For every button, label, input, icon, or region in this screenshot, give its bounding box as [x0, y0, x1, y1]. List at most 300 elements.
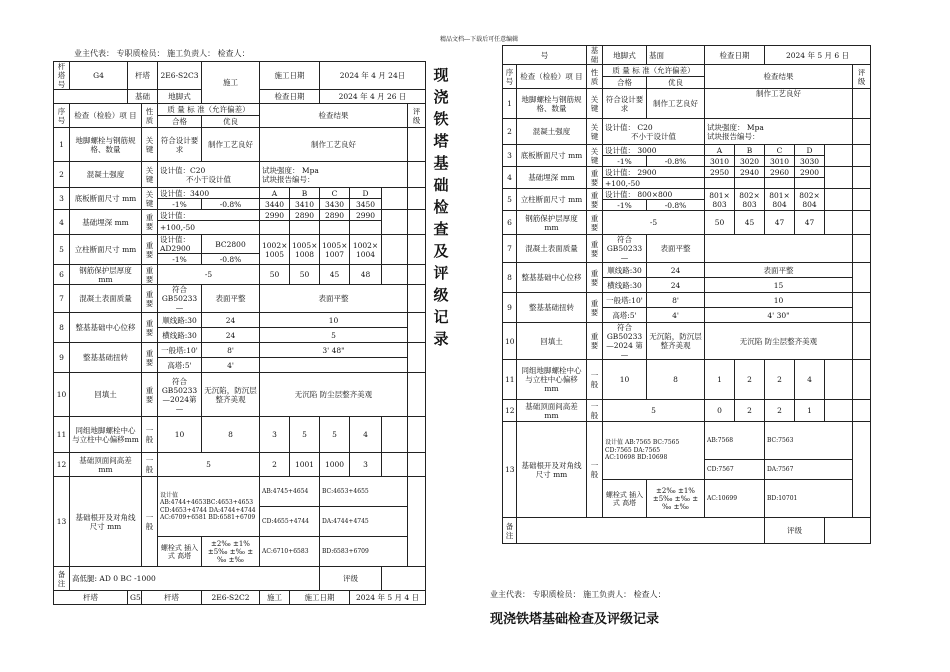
row-result: 制作工艺良好: [705, 89, 853, 119]
row-nature: 一般: [587, 422, 603, 518]
inspection-date: 2024 年 5 月 6 日: [765, 46, 871, 65]
val-c: 801× 804: [765, 189, 795, 211]
row-item: 基础埋深 mm: [517, 167, 587, 189]
row-item: 基础顶面间高差 mm: [517, 400, 587, 422]
row-excellent: -0.8%: [202, 254, 260, 265]
result-bd: BD:10701: [765, 480, 853, 518]
row-seq: 6: [54, 265, 70, 285]
row-seq: 4: [54, 210, 70, 235]
row-item: 地脚螺栓与钢筋规格、数量: [70, 128, 142, 162]
row-item: 混凝土强度: [517, 119, 587, 145]
val-c: 45: [320, 265, 350, 285]
row-item: 基础顶面间高差 mm: [70, 453, 142, 477]
row-qualified: 顺线路:30: [158, 313, 202, 328]
row-excellent: -0.8%: [647, 200, 705, 211]
design-value: 设计值： 800×800: [603, 189, 705, 200]
val-c: 3430: [320, 199, 350, 210]
col-item: 检查（检验）项 目: [70, 104, 142, 128]
val-d: 3030: [795, 156, 825, 167]
row-result: 表面平整: [260, 285, 408, 313]
inspection-date-label: 检查日期: [260, 90, 320, 104]
val-b: 2940: [735, 167, 765, 178]
row-seq: 10: [503, 323, 517, 360]
table-row: [503, 119, 871, 145]
val-a: 801× 803: [705, 189, 735, 211]
row-item: 回填土: [517, 323, 587, 360]
tower-type-label: 杆塔: [128, 62, 158, 90]
row-qualified: 10: [603, 360, 647, 400]
design-bc: BC:7565: [652, 439, 680, 447]
row-qualified: -1%: [603, 200, 647, 211]
row-seq: 5: [54, 235, 70, 265]
result-cd: CD:4655+4744: [260, 507, 320, 537]
val-b: 2: [735, 400, 765, 422]
row-nature: 重要: [142, 265, 158, 285]
result-bc: BC:7563: [765, 422, 853, 460]
right-inspection-table: [502, 45, 871, 544]
col-nature: 性质: [587, 65, 603, 89]
row-qualified: 顺线路:30: [603, 263, 647, 278]
col-excellent: 优良: [202, 116, 260, 128]
construction-label: 施工: [202, 62, 260, 104]
design-cd: CD:7565: [605, 446, 632, 454]
tower-label: 号: [503, 46, 587, 65]
design-label: 设计值: [160, 491, 179, 499]
tower-label: 杆塔号: [54, 62, 70, 90]
row-nature: 重要: [587, 263, 603, 293]
row-nature: 重要: [587, 235, 603, 263]
val-b: 1001: [290, 453, 320, 477]
row-nature: 一般: [587, 360, 603, 400]
row-nature: 关键: [142, 162, 158, 188]
row-qualified: 符合GB50233—2024 第—: [603, 323, 647, 360]
val-a: 50: [705, 211, 735, 235]
col-result: 检查结果: [260, 104, 408, 128]
val-c: 2: [765, 400, 795, 422]
row-seq: 7: [54, 285, 70, 313]
result-da: DA:7567: [765, 460, 853, 480]
head-c: C: [765, 145, 795, 156]
col-standard: 质 量 标 准（允许偏差）: [603, 65, 705, 77]
table-row: [54, 453, 426, 477]
table-row: [503, 360, 871, 400]
row-result: 15: [705, 278, 853, 293]
sample-strength: 试块强度： Mpa: [707, 122, 764, 132]
vertical-title: 现浇铁塔基础检查及评级记录: [433, 66, 449, 348]
sample-report: 试块报告编号：: [707, 131, 760, 141]
row-qualified: 一般塔:10': [158, 343, 202, 358]
design-cd-da: CD:4653+4744 DA:4744+4744: [160, 506, 256, 514]
row-nature: 关键: [142, 188, 158, 210]
row-qualified: 高塔:5': [158, 358, 202, 373]
row-item: 底板断面尺寸 mm: [517, 145, 587, 167]
row-standard: [158, 162, 260, 188]
row-seq: 1: [54, 128, 70, 162]
design-bd: BD:10698: [636, 454, 668, 462]
val-c: 47: [765, 211, 795, 235]
table-row: [503, 167, 871, 178]
table-row: [54, 162, 426, 188]
row-qualified: 符合GB50233—: [603, 235, 647, 263]
table-row: [503, 293, 871, 308]
row-item: 钢筋保护层厚度 mm: [517, 211, 587, 235]
row-item: 同组地脚螺栓中心与立柱中心偏移mm: [517, 360, 587, 400]
table-row: [503, 235, 871, 263]
next-tower-type-label: 杆塔: [142, 591, 202, 605]
design-value: 设计值：3400: [158, 188, 260, 199]
head-a: A: [705, 145, 735, 156]
head-b: B: [735, 145, 765, 156]
col-qualified: 合格: [603, 77, 647, 89]
row-seq: 2: [503, 119, 517, 145]
val-d: 3450: [350, 199, 382, 210]
design-label: 设计值: [605, 439, 624, 447]
left-signers: 业主代表： 专职质检员： 施工负责人： 检查人：: [74, 49, 250, 58]
remark-text: 高低腿: AD 0 BC -1000: [70, 567, 320, 591]
design-value-bc: BC2800: [202, 235, 260, 254]
row-nature: 关键: [587, 145, 603, 167]
tolerance-values: [647, 480, 705, 518]
row-excellent: 制作工艺良好: [202, 128, 260, 162]
right-signers: 业主代表： 专职质检员： 施工负责人： 检查人：: [490, 590, 666, 599]
foundation-label: 基础: [128, 90, 158, 104]
val-d: 47: [795, 211, 825, 235]
val-a: 2: [260, 453, 290, 477]
design-value: 设计值： C20: [605, 122, 653, 132]
row-result: 3' 48": [260, 343, 408, 358]
design-value: 设计值： 2900: [603, 167, 705, 178]
row-nature: 关键: [587, 89, 603, 119]
row-standard: -5: [603, 211, 705, 235]
row-result: 表面平整: [705, 263, 853, 278]
table-row: [503, 422, 871, 460]
table-row: [503, 145, 871, 156]
grade-label: 评级: [765, 518, 825, 544]
construction-date-label: 施工日期: [260, 62, 320, 90]
table-row: [54, 313, 426, 328]
tolerance: +100,-50: [603, 178, 705, 189]
col-grade: 评级: [853, 65, 871, 89]
row-result: 无沉陷 防尘层整齐美观: [705, 323, 853, 360]
row-qualified: 横线路:30: [603, 278, 647, 293]
design-values: [603, 422, 705, 480]
foundation-type: 地脚式: [603, 46, 647, 65]
col-qualified: 合格: [158, 116, 202, 128]
table-row: [503, 89, 871, 119]
requirement: 不小于设计值: [186, 174, 231, 184]
row-nature: 重要: [587, 293, 603, 323]
val-b: 3020: [735, 156, 765, 167]
construction-date: 2024 年 4 月 24日: [320, 62, 426, 90]
sample-report: 试块报告编号：: [262, 174, 315, 184]
foundation-type: 地脚式: [158, 90, 202, 104]
val-a: 50: [260, 265, 290, 285]
tower-number: G4: [70, 62, 128, 90]
row-excellent: 4': [647, 308, 705, 323]
sample-strength: 试块强度： Mpa: [262, 165, 319, 175]
row-seq: 12: [503, 400, 517, 422]
val-c: 2890: [320, 210, 350, 221]
row-item: 基础埋深 mm: [70, 210, 142, 235]
row-result: 10: [705, 293, 853, 308]
row-item: 底板断面尺寸 mm: [70, 188, 142, 210]
row-item: 基础根开及对角线尺寸 mm: [70, 477, 142, 567]
row-result: [705, 119, 853, 145]
row-seq: 7: [503, 235, 517, 263]
val-d: 802× 804: [795, 189, 825, 211]
design-da: DA:7565: [633, 446, 661, 454]
row-item: 整基基础中心位移: [517, 263, 587, 293]
val-b: 50: [290, 265, 320, 285]
val-a: 2950: [705, 167, 735, 178]
table-row: [503, 400, 871, 422]
row-item: 立柱断面尺寸 mm: [517, 189, 587, 211]
row-nature: 重要: [587, 167, 603, 189]
table-row: [503, 323, 871, 360]
row-seq: 11: [503, 360, 517, 400]
val-b: 45: [735, 211, 765, 235]
table-row: [54, 285, 426, 313]
val-a: 3010: [705, 156, 735, 167]
row-item: 回填土: [70, 373, 142, 417]
row-item: 立柱断面尺寸 mm: [70, 235, 142, 265]
result-ac: AC:10699: [705, 480, 765, 518]
val-d: 48: [350, 265, 382, 285]
next-construction-date: 2024 年 5 月 4 日: [350, 591, 426, 605]
row-nature: 重要: [142, 373, 158, 417]
row-qualified: -1%: [603, 156, 647, 167]
row-excellent: 24: [647, 263, 705, 278]
grade-label: 评级: [320, 567, 382, 591]
val-b: 2890: [290, 210, 320, 221]
val-b: 1005× 1008: [290, 235, 320, 265]
table-row: [503, 211, 871, 235]
tol-excellent: ±‰ ±‰ ±‰: [662, 494, 699, 511]
row-item: 整基基础扭转: [517, 293, 587, 323]
table-row: [54, 235, 426, 254]
head-c: C: [320, 188, 350, 199]
row-nature: 重要: [587, 189, 603, 211]
tolerance: +100,-50: [158, 221, 260, 235]
row-qualified: 符合GB50233—: [158, 285, 202, 313]
header-note: 精品文档---下载后可任意编辑: [440, 36, 519, 43]
row-seq: 5: [503, 189, 517, 211]
design-ab-bc: AB:4744+4653BC:4653+4653: [160, 499, 254, 506]
row-nature: 一般: [142, 453, 158, 477]
result-ab: AB:4745+4654: [260, 477, 320, 507]
row-seq: 13: [54, 477, 70, 567]
val-a: 1002× 1005: [260, 235, 290, 265]
col-grade: 评级: [408, 104, 426, 128]
col-item: 检查（检验）项 目: [517, 65, 587, 89]
val-d: 2990: [350, 210, 382, 221]
row-excellent: 8: [202, 417, 260, 453]
design-ac: AC:10698: [605, 454, 636, 462]
val-d: 1: [795, 400, 825, 422]
tolerance-block: [158, 537, 202, 567]
table-row: [503, 189, 871, 200]
val-d: 4: [795, 360, 825, 400]
head-a: A: [260, 188, 290, 199]
row-excellent: 24: [647, 278, 705, 293]
inspection-date-label: 检查日期: [705, 46, 765, 65]
next-tower-type: 2E6-S2C2: [202, 591, 260, 605]
tol-excellent: ±‰ ±‰ ±‰: [217, 547, 254, 564]
val-d: 3: [350, 453, 382, 477]
row-qualified: 符合GB50233—2024第—: [158, 373, 202, 417]
row-excellent: 制作工艺良好: [647, 89, 705, 119]
val-b: 3410: [290, 199, 320, 210]
col-excellent: 优良: [647, 77, 705, 89]
row-seq: 11: [54, 417, 70, 453]
row-seq: 8: [503, 263, 517, 293]
row-excellent: 无沉陷，防沉层整齐美观: [647, 323, 705, 360]
row-seq: 2: [54, 162, 70, 188]
row-standard: 5: [603, 400, 705, 422]
row-standard: [603, 119, 705, 145]
row-nature: 一般: [142, 417, 158, 453]
row-item: 混凝土表面质量: [70, 285, 142, 313]
row-result: 5: [260, 328, 408, 343]
table-row: [54, 128, 426, 162]
row-result: 无沉陷 防尘层整齐美观: [260, 373, 408, 417]
design-value: 设计值：C20: [160, 165, 206, 175]
val-a: 3440: [260, 199, 290, 210]
row-item: 同组地脚螺栓中心与立柱中心偏移mm: [70, 417, 142, 453]
row-standard: 5: [158, 453, 260, 477]
val-d: 4: [350, 417, 382, 453]
row-seq: 3: [503, 145, 517, 167]
row-item: 钢筋保护层厚度 mm: [70, 265, 142, 285]
row-seq: 12: [54, 453, 70, 477]
table-row: [54, 210, 426, 221]
result-bd: BD:6583+6709: [320, 537, 408, 567]
next-construction-date-label: 施工日期: [290, 591, 350, 605]
val-c: 2960: [765, 167, 795, 178]
row-item: 混凝土表面质量: [517, 235, 587, 263]
row-standard: -5: [158, 265, 260, 285]
row-excellent: -0.8%: [202, 199, 260, 210]
row-nature: 关键: [587, 119, 603, 145]
val-c: 5: [320, 417, 350, 453]
head-d: D: [795, 145, 825, 156]
row-excellent: 8': [647, 293, 705, 308]
remark-label: 备注: [54, 567, 70, 591]
design-value: 设计值：: [158, 210, 260, 221]
col-seq: 序号: [54, 104, 70, 128]
head-b: B: [290, 188, 320, 199]
row-qualified: -1%: [158, 254, 202, 265]
table-row: [54, 265, 426, 285]
row-item: 基础根开及对角线尺寸 mm: [517, 422, 587, 518]
col-standard: 质 量 标 准（允许偏差）: [158, 104, 260, 116]
next-tower-label: 杆塔: [54, 591, 128, 605]
row-nature: 重要: [142, 235, 158, 265]
val-c: 2: [765, 360, 795, 400]
table-row: [54, 417, 426, 453]
row-nature: 关键: [142, 128, 158, 162]
row-excellent: 无沉陷，防沉层整齐美观: [202, 373, 260, 417]
inspection-date: 2024 年 4 月 26 日: [320, 90, 426, 104]
row-seq: 6: [503, 211, 517, 235]
design-ac-bd: AC:6709+6581 BD:6581+6709: [160, 514, 256, 521]
result-bc: BC:4653+4655: [320, 477, 408, 507]
row-item: 地脚螺栓与钢筋规格、数量: [517, 89, 587, 119]
row-seq: 4: [503, 167, 517, 189]
row-qualified: 符合设计要求: [603, 89, 647, 119]
val-c: 3010: [765, 156, 795, 167]
row-item: 整基基础中心位移: [70, 313, 142, 343]
row-seq: 9: [54, 343, 70, 373]
next-construction-label: 施工: [260, 591, 290, 605]
design-ab: AB:7565: [624, 439, 651, 447]
row-item: 整基基础扭转: [70, 343, 142, 373]
tower-type: 2E6-S2C3: [158, 62, 202, 90]
result-cd: CD:7567: [705, 460, 765, 480]
row-qualified: 10: [158, 417, 202, 453]
next-tower-number: G5: [128, 591, 142, 605]
val-a: 1: [705, 360, 735, 400]
row-nature: 一般: [142, 477, 158, 567]
tol-qualified: ±2‰ ±1% ±5‰: [652, 486, 695, 503]
row-qualified: 一般塔:10': [603, 293, 647, 308]
row-seq: 8: [54, 313, 70, 343]
design-values: [158, 477, 260, 537]
row-excellent: 表面平整: [647, 235, 705, 263]
table-row: [503, 263, 871, 278]
row-seq: 13: [503, 422, 517, 518]
table-row: [54, 188, 426, 199]
bolt-types: 螺栓式 插入式 高塔: [605, 490, 644, 507]
val-c: 1000: [320, 453, 350, 477]
row-excellent: 8: [647, 360, 705, 400]
design-value: 设计值： 3000: [603, 145, 705, 156]
base-label: 基面: [647, 46, 705, 65]
val-d: 1002× 1004: [350, 235, 382, 265]
val-b: 802× 803: [735, 189, 765, 211]
row-nature: 重要: [587, 323, 603, 360]
row-seq: 10: [54, 373, 70, 417]
val-a: 2990: [260, 210, 290, 221]
bottom-title: 现浇铁塔基础检查及评级记录: [490, 612, 660, 627]
head-d: D: [350, 188, 382, 199]
row-result: 制作工艺良好: [260, 128, 408, 162]
result-ac: AC:6710+6583: [260, 537, 320, 567]
row-qualified: 横线路:30: [158, 328, 202, 343]
col-result: 检查结果: [705, 65, 853, 89]
requirement: 不小于设计值: [631, 131, 676, 141]
result-ab: AB:7568: [705, 422, 765, 460]
row-seq: 9: [503, 293, 517, 323]
row-excellent: 24: [202, 313, 260, 328]
left-inspection-table: [53, 61, 426, 605]
row-nature: 重要: [142, 343, 158, 373]
table-row: [54, 343, 426, 358]
val-a: 0: [705, 400, 735, 422]
design-value: 设计值：AD2900: [158, 235, 202, 254]
row-standard: 符合设计要求: [158, 128, 202, 162]
tolerance-values: [202, 537, 260, 567]
row-seq: 3: [54, 188, 70, 210]
row-excellent: 4': [202, 358, 260, 373]
row-result: [260, 162, 408, 188]
val-a: 3: [260, 417, 290, 453]
row-item: 混凝土强度: [70, 162, 142, 188]
row-seq: 1: [503, 89, 517, 119]
row-excellent: 表面平整: [202, 285, 260, 313]
row-result: 4' 30": [705, 308, 853, 323]
val-c: 1005× 1007: [320, 235, 350, 265]
